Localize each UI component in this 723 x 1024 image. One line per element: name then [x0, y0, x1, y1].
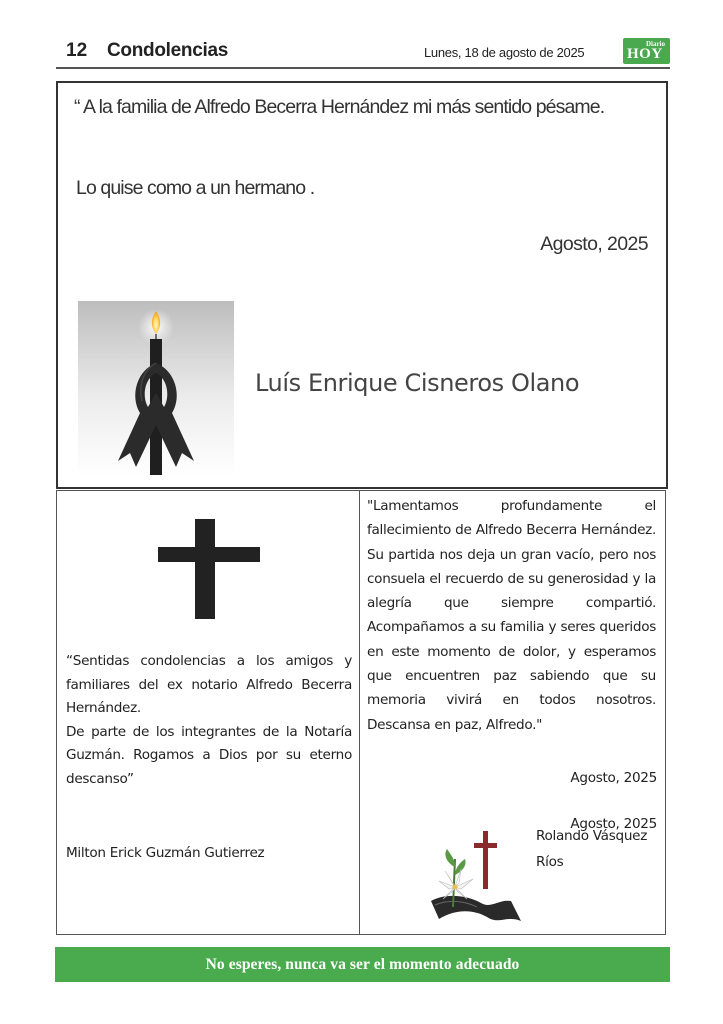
left-notice-date: Agosto, 2025	[570, 816, 657, 832]
latin-cross-icon	[158, 519, 260, 619]
notice-signer: Luís Enrique Cisneros Olano	[255, 369, 580, 397]
logo-main-text: HOY	[627, 46, 663, 62]
footer-slogan: No esperes, nunca va ser el momento adecuado	[205, 955, 520, 973]
right-notice-message: "Lamentamos profundamente el fallecimiento de Alfredo Becerra Hernández. Su partida nos deja un gran vacío, pero nos consuela el recuerdo de su generosidad y la alegría que siempre compartió. Acompañamos a su familia y seres queridos en este momento de dolor, y esperamos que encuentren paz sabiendo que su memoria vivirá en todos nosotros. Descansa en paz, Alfredo."	[367, 498, 656, 733]
column-divider	[359, 491, 360, 934]
left-notice-paragraph-2: De parte de los integrantes de la Notaría Guzmán. Rogamos a Dios por su eterno descanso”	[66, 723, 352, 787]
page-number: 12	[66, 40, 88, 61]
left-notice-message	[66, 650, 352, 791]
newspaper-logo	[623, 38, 670, 64]
footer-banner	[55, 947, 670, 982]
left-notice-signer: Milton Erick Guzmán Gutierrez	[66, 845, 265, 861]
notice-date: Agosto, 2025	[540, 233, 648, 255]
right-notice-date: Agosto, 2025	[570, 770, 657, 786]
candle-black-ribbon-icon	[78, 301, 234, 477]
section-title: Condolencias	[107, 40, 228, 61]
notice-message-line1: “ A la familia de Alfredo Becerra Hernández mi más sentido pésame.	[74, 96, 605, 118]
condolence-notice-top	[56, 81, 668, 489]
header-divider	[56, 67, 670, 69]
issue-date: Lunes, 18 de agosto de 2025	[424, 45, 585, 60]
notice-message-line2: Lo quise como a un hermano .	[76, 177, 315, 199]
left-notice-paragraph-1: “Sentidas condolencias a los amigos y familiares del ex notario Alfredo Becerra Hernández.	[66, 653, 352, 716]
condolence-grid	[56, 490, 666, 935]
logo-small-text: Diario	[645, 40, 665, 48]
right-notice-signer: Rolando Vásquez Ríos	[536, 828, 648, 870]
lily-cross-ribbon-icon	[425, 829, 525, 929]
